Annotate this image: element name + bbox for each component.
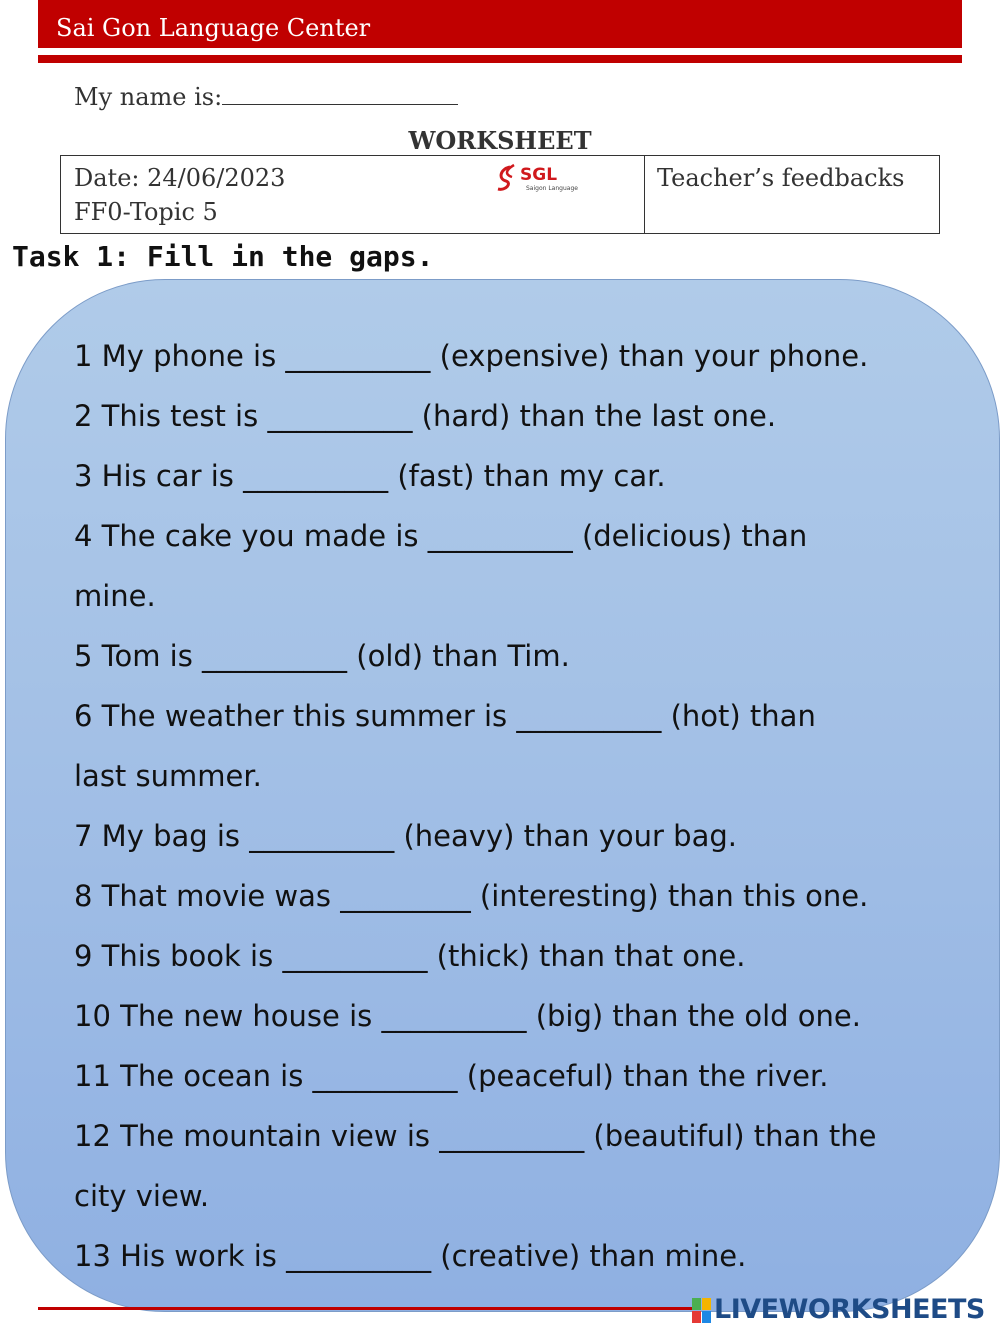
exercise-line: mine. [74,579,156,613]
exercise-line: 13 His work is __________ (creative) than mine. [74,1239,747,1273]
info-left-cell [61,156,645,233]
exercise-line: 3 His car is __________ (fast) than my car. [74,459,666,493]
header-divider [38,55,962,63]
name-blank[interactable] [222,82,458,105]
exercise-line: 8 That movie was _________ (interesting) than this one. [74,879,869,913]
exercise-line: 9 This book is __________ (thick) than that one. [74,939,746,973]
exercise-line: 12 The mountain view is __________ (beautiful) than the [74,1119,877,1153]
exercise-lines [74,326,989,1286]
liveworksheets-badge-icon [692,1298,712,1324]
name-field[interactable] [74,82,458,111]
worksheet-title: WORKSHEET [408,126,592,155]
liveworksheets-text: LIVEWORKSHEETS [714,1294,985,1325]
exercise-line: 7 My bag is __________ (heavy) than your bag. [74,819,737,853]
task-title: Task 1: Fill in the gaps. [12,240,434,273]
exercise-line: 11 The ocean is __________ (peaceful) than the river. [74,1059,829,1093]
exercise-line: 2 This test is __________ (hard) than the last one. [74,399,777,433]
exercise-line: 1 My phone is __________ (expensive) than your phone. [74,339,869,373]
info-table [60,155,940,234]
header-bar [38,0,962,48]
exercise-line: 10 The new house is __________ (big) than the old one. [74,999,861,1033]
footer-divider [38,1307,698,1310]
exercise-line: 4 The cake you made is __________ (delicious) than [74,519,808,553]
logo-subtext: Saigon Language [526,185,578,192]
name-label: My name is: [74,83,223,111]
topic-text: FF0-Topic 5 [74,198,218,226]
exercise-line: 6 The weather this summer is __________ (hot) than [74,699,816,733]
liveworksheets-logo[interactable] [692,1294,985,1325]
center-name: Sai Gon Language Center [56,14,371,42]
exercise-line: 5 Tom is __________ (old) than Tim. [74,639,570,673]
exercise-line: last summer. [74,759,262,793]
date-text: Date: 24/06/2023 [74,164,286,192]
feedback-label: Teacher’s feedbacks [657,164,905,192]
logo-text: SGL [520,165,558,185]
exercise-line: city view. [74,1179,210,1213]
sgl-logo [496,161,586,195]
